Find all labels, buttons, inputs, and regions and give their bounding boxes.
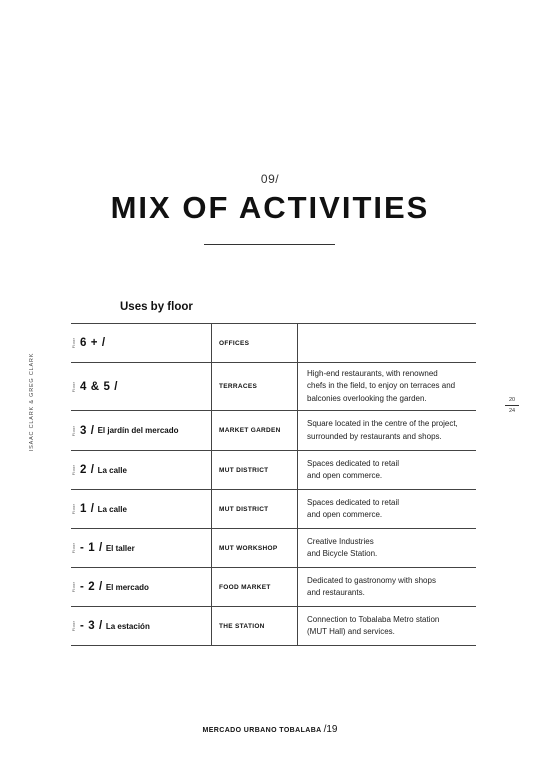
floor-name: El taller — [105, 543, 135, 553]
date-divider — [505, 405, 519, 406]
footer — [0, 724, 540, 735]
use-cell: OFFICES — [211, 324, 297, 362]
description-cell: Spaces dedicated to retail and open commerce. — [297, 490, 476, 528]
page-title: MIX OF ACTIVITIES — [110, 190, 430, 225]
use-cell: MUT DISTRICT — [211, 490, 297, 528]
floor-name: La calle — [97, 465, 127, 475]
description-cell — [297, 324, 476, 362]
use-cell: MARKET GARDEN — [211, 411, 297, 450]
floor-number: - 2 / — [80, 581, 103, 593]
floor-number: - 1 / — [80, 542, 103, 554]
description-cell: Connection to Tobalaba Metro station (MUT Hall) and services. — [297, 607, 476, 645]
table-row — [71, 411, 476, 451]
title-divider — [204, 244, 335, 245]
table-row — [71, 451, 476, 490]
table-row — [71, 490, 476, 529]
side-date — [505, 397, 519, 414]
floor-number: - 3 / — [80, 620, 103, 632]
use-cell: TERRACES — [211, 363, 297, 410]
floor-tag: Floor — [70, 381, 76, 392]
floor-number: 3 / — [80, 424, 95, 437]
floor-name: La estación — [105, 621, 150, 631]
floor-cell — [71, 363, 211, 410]
table-title: Uses by floor — [120, 301, 193, 313]
footer-brand: MERCADO URBANO TOBALABA — [202, 727, 322, 734]
floor-tag: Floor — [70, 503, 76, 515]
floor-number: 6 + / — [80, 337, 106, 349]
floor-cell — [71, 324, 211, 362]
table-row — [71, 363, 476, 411]
floor-tag: Floor — [70, 542, 76, 554]
floor-name: El jardín del mercado — [97, 426, 179, 435]
table-row — [71, 324, 476, 363]
table-row — [71, 568, 476, 607]
authors-label: ISAAC CLARK & GREG CLARK — [29, 352, 35, 452]
date-top: 20 — [508, 397, 516, 403]
floor-name: El mercado — [105, 582, 149, 592]
description-cell: High-end restaurants, with renowned chefs in the field, to enjoy on terraces and balconies overlooking the garden. — [297, 363, 476, 410]
floor-tag: Floor — [70, 581, 76, 593]
floor-tag: Floor — [70, 337, 76, 349]
uses-table — [71, 323, 476, 646]
date-bottom: 24 — [508, 408, 516, 414]
floor-tag: Floor — [70, 425, 76, 436]
floor-cell — [71, 529, 211, 567]
floor-cell — [71, 451, 211, 489]
description-cell: Creative Industries and Bicycle Station. — [297, 529, 476, 567]
floor-cell — [71, 607, 211, 645]
section-number: 09/ — [260, 172, 280, 186]
use-cell: FOOD MARKET — [211, 568, 297, 606]
use-cell: MUT WORKSHOP — [211, 529, 297, 567]
floor-name: La calle — [97, 504, 127, 514]
floor-cell — [71, 411, 211, 450]
description-cell: Dedicated to gastronomy with shops and restaurants. — [297, 568, 476, 606]
floor-number: 1 / — [80, 503, 95, 515]
floor-number: 2 / — [80, 464, 95, 476]
floor-tag: Floor — [70, 464, 76, 476]
floor-tag: Floor — [70, 620, 76, 632]
floor-cell — [71, 568, 211, 606]
use-cell: MUT DISTRICT — [211, 451, 297, 489]
floor-number: 4 & 5 / — [80, 380, 119, 393]
description-cell: Spaces dedicated to retail and open commerce. — [297, 451, 476, 489]
description-cell: Square located in the centre of the project, surrounded by restaurants and shops. — [297, 411, 476, 450]
table-row — [71, 607, 476, 646]
use-cell: THE STATION — [211, 607, 297, 645]
page-number: /19 — [323, 724, 338, 735]
floor-cell — [71, 490, 211, 528]
table-row — [71, 529, 476, 568]
